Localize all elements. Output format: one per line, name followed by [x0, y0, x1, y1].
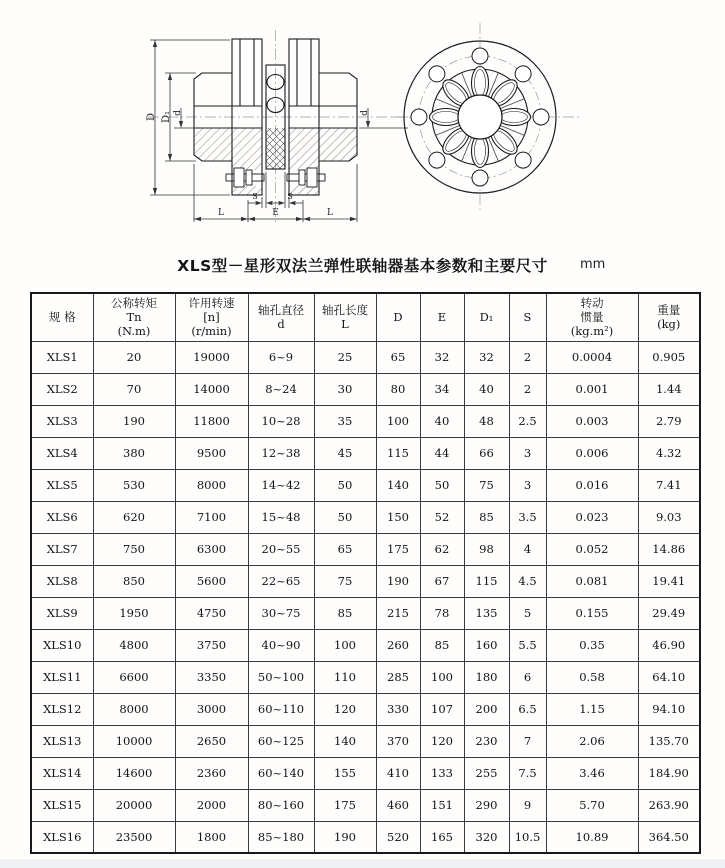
table-cell: 6300 — [175, 533, 248, 565]
column-header-line: 规 格 — [48, 310, 76, 325]
table-cell: 0.003 — [546, 405, 638, 437]
table-cell: 285 — [376, 661, 420, 693]
table-cell: 85 — [464, 501, 509, 533]
table-cell: 107 — [420, 693, 464, 725]
coupling-drawing — [0, 0, 725, 248]
table-cell: 370 — [376, 725, 420, 757]
table-cell: 115 — [376, 437, 420, 469]
spec-cell: XLS5 — [31, 469, 93, 501]
table-cell: 140 — [314, 725, 376, 757]
column-header-line: [n] — [203, 310, 220, 325]
spacer-crosshatch — [266, 128, 285, 169]
table-cell: 40 — [464, 373, 509, 405]
column-header — [509, 293, 546, 341]
table-cell: 140 — [376, 469, 420, 501]
table-cell: 4.5 — [509, 565, 546, 597]
table-cell: 530 — [93, 469, 175, 501]
table-cell: 14600 — [93, 757, 175, 789]
column-header-line: d — [277, 317, 285, 332]
spec-cell: XLS4 — [31, 437, 93, 469]
column-header — [93, 293, 175, 341]
center-bore — [458, 95, 502, 139]
table-cell: 750 — [93, 533, 175, 565]
title-row — [0, 252, 725, 284]
table-cell: 40 — [420, 405, 464, 437]
table-cell: 0.016 — [546, 469, 638, 501]
table-cell: 1950 — [93, 597, 175, 629]
table-cell: 0.023 — [546, 501, 638, 533]
table-cell: 200 — [464, 693, 509, 725]
spec-cell: XLS9 — [31, 597, 93, 629]
dim-label-S-right: S — [287, 192, 293, 201]
table-cell: 100 — [420, 661, 464, 693]
table-cell: 620 — [93, 501, 175, 533]
table-cell: 8~24 — [248, 373, 314, 405]
table-cell: 35 — [314, 405, 376, 437]
table-cell: 2.06 — [546, 725, 638, 757]
spec-cell: XLS12 — [31, 693, 93, 725]
table-cell: 25 — [314, 341, 376, 373]
table-cell: 30~75 — [248, 597, 314, 629]
table-cell: 14000 — [175, 373, 248, 405]
column-header — [546, 293, 638, 341]
dim-label-d-left: d — [173, 110, 183, 116]
table-cell: 330 — [376, 693, 420, 725]
column-header-line: L — [341, 317, 349, 332]
table-row — [31, 821, 700, 853]
table-cell: 184.90 — [638, 757, 700, 789]
column-header-line: D₁ — [479, 310, 494, 325]
table-cell: 10000 — [93, 725, 175, 757]
table-cell: 115 — [464, 565, 509, 597]
spec-cell: XLS15 — [31, 789, 93, 821]
table-cell: 460 — [376, 789, 420, 821]
table-row — [31, 373, 700, 405]
column-header-line: S — [523, 310, 532, 325]
table-cell: 3.5 — [509, 501, 546, 533]
dim-label-D: D — [146, 112, 157, 122]
column-header — [248, 293, 314, 341]
dim-label-E: E — [272, 208, 279, 218]
table-row — [31, 629, 700, 661]
column-header-line: 转动 — [580, 295, 604, 310]
dim-label-L-left: L — [218, 208, 224, 218]
table-cell: 0.081 — [546, 565, 638, 597]
table-cell: 20000 — [93, 789, 175, 821]
table-cell: 50~100 — [248, 661, 314, 693]
dim-label-D1: D₁ — [161, 110, 172, 124]
table-cell: 4 — [509, 533, 546, 565]
table-cell: 3350 — [175, 661, 248, 693]
table-cell: 7.5 — [509, 757, 546, 789]
table-cell: 62 — [420, 533, 464, 565]
table-cell: 65 — [314, 533, 376, 565]
table-cell: 9500 — [175, 437, 248, 469]
column-header-line: (N.m) — [117, 324, 151, 339]
table-row — [31, 565, 700, 597]
table-cell: 0.001 — [546, 373, 638, 405]
table-cell: 100 — [376, 405, 420, 437]
table-cell: 64.10 — [638, 661, 700, 693]
page-bottom-edge — [0, 859, 725, 868]
table-cell: 85~180 — [248, 821, 314, 853]
table-cell: 6.5 — [509, 693, 546, 725]
table-row — [31, 405, 700, 437]
table-cell: 190 — [93, 405, 175, 437]
table-cell: 0.0004 — [546, 341, 638, 373]
table-row — [31, 757, 700, 789]
table-cell: 120 — [420, 725, 464, 757]
table-cell: 9.03 — [638, 501, 700, 533]
header-row — [31, 293, 700, 341]
table-cell: 19000 — [175, 341, 248, 373]
table-cell: 9 — [509, 789, 546, 821]
column-header-line: D — [393, 310, 403, 325]
table-cell: 70 — [93, 373, 175, 405]
table-cell: 160 — [464, 629, 509, 661]
table-row — [31, 597, 700, 629]
table-cell: 50 — [314, 469, 376, 501]
table-cell: 75 — [464, 469, 509, 501]
table-cell: 110 — [314, 661, 376, 693]
table-cell: 6~9 — [248, 341, 314, 373]
column-header — [420, 293, 464, 341]
column-header — [314, 293, 376, 341]
table-cell: 98 — [464, 533, 509, 565]
table-cell: 135.70 — [638, 725, 700, 757]
table-cell: 3 — [509, 469, 546, 501]
table-cell: 380 — [93, 437, 175, 469]
column-header-line: 公称转矩 — [111, 295, 157, 310]
table-cell: 3750 — [175, 629, 248, 661]
table-cell: 120 — [314, 693, 376, 725]
table-cell: 85 — [420, 629, 464, 661]
table-cell: 14.86 — [638, 533, 700, 565]
column-header-line: 轴孔直径 — [258, 302, 304, 317]
spec-cell: XLS10 — [31, 629, 93, 661]
table-cell: 2 — [509, 373, 546, 405]
table-cell: 7100 — [175, 501, 248, 533]
table-cell: 410 — [376, 757, 420, 789]
spec-cell: XLS7 — [31, 533, 93, 565]
column-header — [376, 293, 420, 341]
table-cell: 5 — [509, 597, 546, 629]
table-cell: 2.5 — [509, 405, 546, 437]
table-cell: 32 — [464, 341, 509, 373]
parameters-table — [30, 292, 701, 854]
table-cell: 0.155 — [546, 597, 638, 629]
table-cell: 5.70 — [546, 789, 638, 821]
table-cell: 2000 — [175, 789, 248, 821]
table-cell: 10~28 — [248, 405, 314, 437]
table-cell: 75 — [314, 565, 376, 597]
table-row — [31, 693, 700, 725]
column-header-line: 重量 — [657, 302, 681, 317]
table-cell: 2650 — [175, 725, 248, 757]
table-cell: 12~38 — [248, 437, 314, 469]
table-cell: 8000 — [175, 469, 248, 501]
table-row — [31, 437, 700, 469]
table-cell: 23500 — [93, 821, 175, 853]
table-cell: 0.006 — [546, 437, 638, 469]
table-cell: 29.49 — [638, 597, 700, 629]
table-cell: 180 — [464, 661, 509, 693]
column-header-line: (r/min) — [191, 324, 232, 339]
table-cell: 52 — [420, 501, 464, 533]
table-cell: 0.905 — [638, 341, 700, 373]
table-cell: 67 — [420, 565, 464, 597]
table-cell: 2.79 — [638, 405, 700, 437]
table-cell: 66 — [464, 437, 509, 469]
table-cell: 175 — [376, 533, 420, 565]
table-cell: 0.35 — [546, 629, 638, 661]
dim-label-S-left: S — [252, 192, 258, 201]
table-cell: 20~55 — [248, 533, 314, 565]
table-cell: 60~140 — [248, 757, 314, 789]
table-cell: 7.41 — [638, 469, 700, 501]
spec-cell: XLS1 — [31, 341, 93, 373]
table-cell: 19.41 — [638, 565, 700, 597]
spec-cell: XLS14 — [31, 757, 93, 789]
column-header — [464, 293, 509, 341]
table-cell: 5.5 — [509, 629, 546, 661]
table-cell: 151 — [420, 789, 464, 821]
column-header — [638, 293, 700, 341]
table-cell: 30 — [314, 373, 376, 405]
table-cell: 94.10 — [638, 693, 700, 725]
unit-label: mm — [580, 257, 606, 272]
spec-cell: XLS16 — [31, 821, 93, 853]
front-view — [392, 23, 582, 212]
column-header-line: 惯量 — [580, 310, 604, 325]
table-cell: 215 — [376, 597, 420, 629]
table-cell: 65 — [376, 341, 420, 373]
side-view — [146, 30, 412, 222]
table-row — [31, 661, 700, 693]
table-cell: 45 — [314, 437, 376, 469]
table-cell: 520 — [376, 821, 420, 853]
table-cell: 165 — [420, 821, 464, 853]
table-cell: 10.89 — [546, 821, 638, 853]
table-cell: 46.90 — [638, 629, 700, 661]
column-header-line: Tn — [126, 310, 142, 325]
table-cell: 1.15 — [546, 693, 638, 725]
table-cell: 11800 — [175, 405, 248, 437]
table-cell: 320 — [464, 821, 509, 853]
table-cell: 15~48 — [248, 501, 314, 533]
column-header-line: 轴孔长度 — [322, 302, 368, 317]
table-cell: 4800 — [93, 629, 175, 661]
table-cell: 20 — [93, 341, 175, 373]
table-cell: 133 — [420, 757, 464, 789]
spec-cell: XLS13 — [31, 725, 93, 757]
table-cell: 60~125 — [248, 725, 314, 757]
spec-cell: XLS2 — [31, 373, 93, 405]
table-row — [31, 341, 700, 373]
table-cell: 4.32 — [638, 437, 700, 469]
spec-cell: XLS3 — [31, 405, 93, 437]
table-cell: 1.44 — [638, 373, 700, 405]
table-cell: 78 — [420, 597, 464, 629]
column-header-line: (kg.m²) — [570, 324, 614, 339]
page-title: XLS型－星形双法兰弹性联轴器基本参数和主要尺寸 — [177, 257, 548, 275]
table-cell: 22~65 — [248, 565, 314, 597]
table-cell: 32 — [420, 341, 464, 373]
table-row — [31, 501, 700, 533]
table-body — [31, 341, 700, 853]
table-cell: 155 — [314, 757, 376, 789]
column-header — [31, 293, 93, 341]
table-cell: 80~160 — [248, 789, 314, 821]
dim-label-d-right: d — [360, 110, 370, 116]
table-cell: 44 — [420, 437, 464, 469]
dim-label-L-right: L — [327, 208, 333, 218]
table-cell: 190 — [376, 565, 420, 597]
spec-cell: XLS11 — [31, 661, 93, 693]
table-cell: 0.052 — [546, 533, 638, 565]
table-cell: 80 — [376, 373, 420, 405]
table-cell: 175 — [314, 789, 376, 821]
table-cell: 850 — [93, 565, 175, 597]
table-cell: 7 — [509, 725, 546, 757]
table-cell: 60~110 — [248, 693, 314, 725]
table-cell: 50 — [420, 469, 464, 501]
table-cell: 290 — [464, 789, 509, 821]
table-cell: 190 — [314, 821, 376, 853]
table-cell: 0.58 — [546, 661, 638, 693]
column-header-line: 许用转速 — [188, 295, 235, 310]
column-header-line: E — [437, 310, 447, 325]
table-cell: 2 — [509, 341, 546, 373]
table-cell: 260 — [376, 629, 420, 661]
table-row — [31, 725, 700, 757]
table-cell: 100 — [314, 629, 376, 661]
table-cell: 150 — [376, 501, 420, 533]
table-row — [31, 469, 700, 501]
table-cell: 6600 — [93, 661, 175, 693]
table-cell: 5600 — [175, 565, 248, 597]
table-cell: 263.90 — [638, 789, 700, 821]
table-cell: 2360 — [175, 757, 248, 789]
table-cell: 230 — [464, 725, 509, 757]
table-cell: 6 — [509, 661, 546, 693]
table-cell: 3.46 — [546, 757, 638, 789]
spec-cell: XLS6 — [31, 501, 93, 533]
table-cell: 135 — [464, 597, 509, 629]
table-cell: 1800 — [175, 821, 248, 853]
column-header-line: (kg) — [657, 317, 681, 332]
column-header — [175, 293, 248, 341]
table-cell: 48 — [464, 405, 509, 437]
table-cell: 14~42 — [248, 469, 314, 501]
table-cell: 85 — [314, 597, 376, 629]
table-cell: 34 — [420, 373, 464, 405]
table-cell: 10.5 — [509, 821, 546, 853]
table-cell: 50 — [314, 501, 376, 533]
table-row — [31, 533, 700, 565]
table-cell: 3 — [509, 437, 546, 469]
table-cell: 364.50 — [638, 821, 700, 853]
table-row — [31, 789, 700, 821]
table-cell: 8000 — [93, 693, 175, 725]
table-cell: 3000 — [175, 693, 248, 725]
table-cell: 4750 — [175, 597, 248, 629]
spec-cell: XLS8 — [31, 565, 93, 597]
table-cell: 40~90 — [248, 629, 314, 661]
table-cell: 255 — [464, 757, 509, 789]
